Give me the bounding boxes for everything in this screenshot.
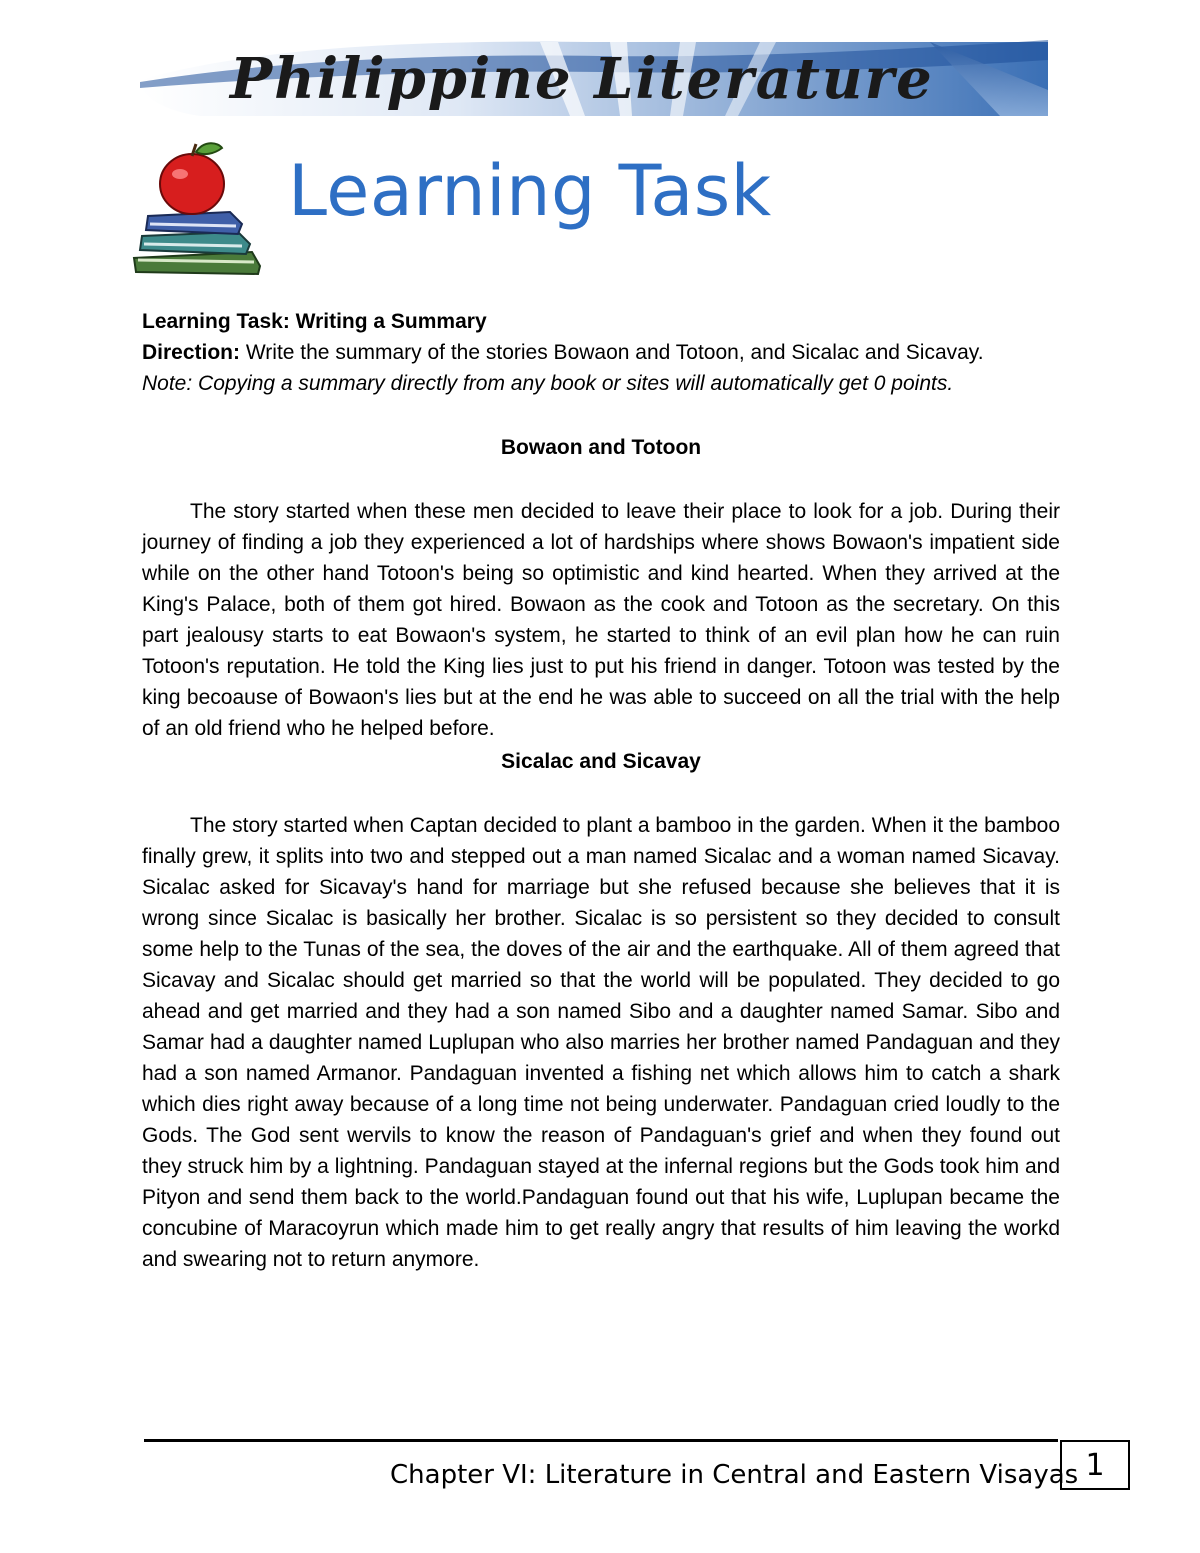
note-text: Note: Copying a summary directly from any book or sites will automatically get 0 points. [142, 372, 954, 395]
direction-text: Write the summary of the stories Bowaon and Totoon, and Sicalac and Sicavay. [240, 341, 984, 364]
banner-graphic [140, 40, 1048, 116]
task-heading: Learning Task: Writing a Summary [142, 310, 487, 333]
direction-paragraph [142, 337, 1060, 368]
footer-chapter-title: Chapter VI: Literature in Central and Eastern Visayas [390, 1460, 1079, 1490]
story-summary-sicalac: The story started when Captan decided to plant a bamboo in the garden. When it the bamboo finally grew, it splits into two and stepped out a man named Sicalac and a woman named Sicavay. Sicalac asked for Sicavay's hand for marriage but she refused because she believes that it is wrong since Sicalac is basically her brother. Sicalac is so persistent so they decided to consult some help to the Tunas of the sea, the doves of the air and the earthquake. All of them agreed that Sicavay and Sicalac should get married so that the world will be populated. They decided to go ahead and get married and they had a son named Sibo and a daughter named Samar. Sibo and Samar had a daughter named Luplupan who also marries her brother named Pandaguan and they had a son named Armanor. Pandaguan invented a fishing net which allows him to catch a shark which dies right away because of a long time not being underwater. Pandaguan cried loudly to the Gods. The God sent wervils to know the reason of Pandaguan's grief and when they found out they struck him by a lightning. Pandaguan stayed at the infernal regions but the Gods took him and Pityon and send them back to the world.Pandaguan found out that his wife, Luplupan became the concubine of Maracoyrun which made him to get really angry that results of him leaving the workd and swearing not to return anymore. [142, 814, 1060, 1271]
document-body [142, 306, 1060, 1275]
philippine-literature-banner [140, 40, 1048, 116]
page-number: 1 [1060, 1440, 1130, 1490]
banner-title: Philippine Literature [230, 46, 934, 112]
apple-on-books-icon [126, 140, 266, 278]
page-title: Learning Task [288, 150, 772, 232]
footer-divider [144, 1439, 1058, 1442]
direction-label: Direction: [142, 341, 241, 364]
story-title-sicalac: Sicalac and Sicavay [501, 750, 701, 773]
story-summary-bowaon: The story started when these men decided to leave their place to look for a job. During their journey of finding a job they experienced a lot of hardships where shows Bowaon's impatient side while on the other hand Totoon's being so optimistic and kind hearted. When they arrived at the King's Palace, both of them got hired. Bowaon as the cook and Totoon as the secretary. On this part jealousy starts to eat Bowaon's system, he started to think of an evil plan how he can ruin Totoon's reputation. He told the King lies just to put his friend in danger. Totoon was tested by the king becoause of Bowaon's lies but at the end he was able to succeed on all the trial with the help of an old friend who he helped before. [142, 500, 1060, 740]
story-title-bowaon: Bowaon and Totoon [500, 436, 702, 459]
